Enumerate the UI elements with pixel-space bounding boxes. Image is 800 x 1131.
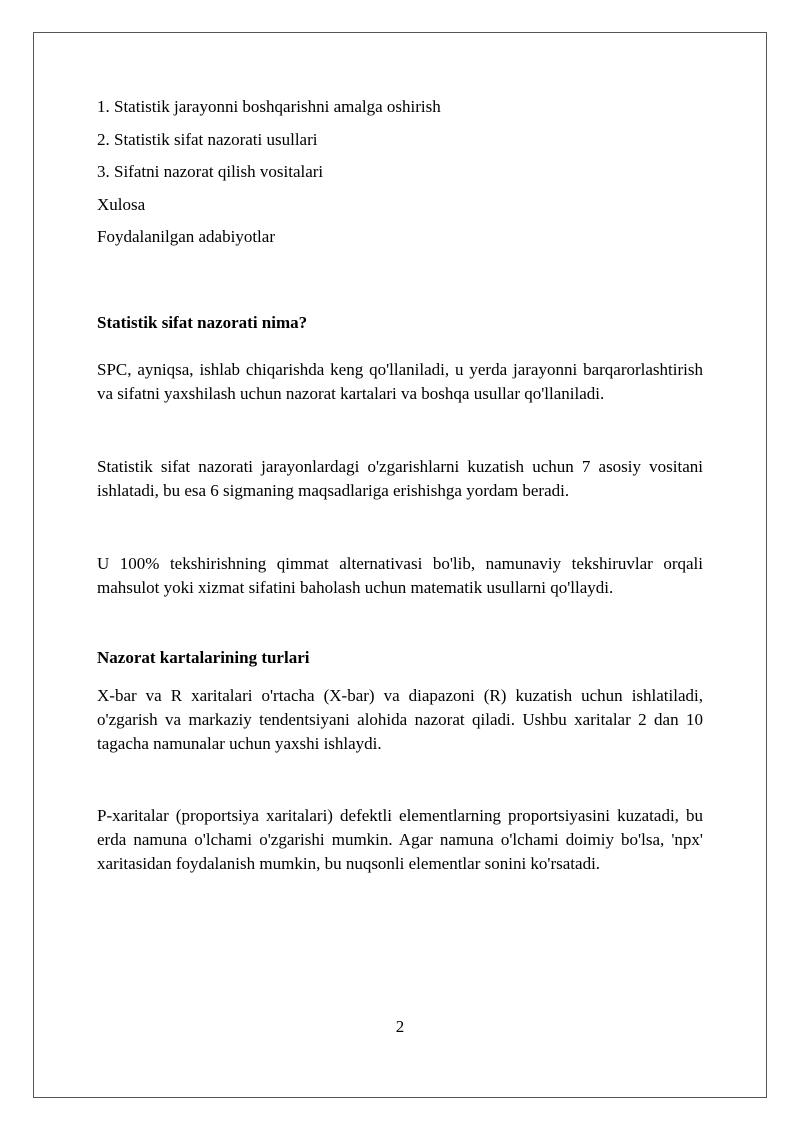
section-heading-chart-types: Nazorat kartalarining turlari: [97, 648, 310, 668]
page-number: 2: [395, 1017, 405, 1036]
paragraph: U 100% tekshirishning qimmat alternativasi bo'lib, namunaviy tekshiruvlar orqali mahsulot yoki xizmat sifatini baholash uchun matematik usullarni qo'llaydi.: [97, 554, 703, 598]
toc-item: 2. Statistik sifat nazorati usullari: [97, 129, 318, 149]
page-content: [97, 94, 703, 876]
toc-item: 3. Sifatni nazorat qilish vositalari: [97, 162, 324, 182]
toc-item: Foydalanilgan adabiyotlar: [97, 227, 275, 247]
paragraph: Statistik sifat nazorati jarayonlardagi o'zgarishlarni kuzatish uchun 7 asosiy vositani ishlatadi, bu esa 6 sigmaning maqsadlariga erishishga yordam beradi.: [97, 457, 703, 501]
paragraph: X-bar va R xaritalari o'rtacha (X-bar) va diapazoni (R) kuzatish uchun ishlatiladi, o'zgarish va markaziy tendentsiyani alohida nazorat qiladi. Ushbu xaritalar 2 dan 10 tagacha namunalar uchun yaxshi ishlaydi.: [97, 686, 703, 754]
toc-item: Xulosa: [97, 194, 146, 214]
table-of-contents: [97, 94, 703, 250]
paragraph: SPC, ayniqsa, ishlab chiqarishda keng qo'llaniladi, u yerda jarayonni barqarorlashtirish va sifatni yaxshilash uchun nazorat kartalari va boshqa usullar qo'llaniladi.: [97, 360, 703, 404]
section-heading-what-is-sqc: Statistik sifat nazorati nima?: [97, 313, 308, 333]
toc-item: 1. Statistik jarayonni boshqarishni amalga oshirish: [97, 97, 441, 116]
paragraph: P-xaritalar (proportsiya xaritalari) defektli elementlarning proportsiyasini kuzatadi, bu erda namuna o'lchami o'zgarishi mumkin. Agar namuna o'lchami doimiy bo'lsa, 'npx' xaritasidan foydalanish mumkin, bu nuqsonli elementlar sonini ko'rsatadi.: [97, 806, 703, 874]
